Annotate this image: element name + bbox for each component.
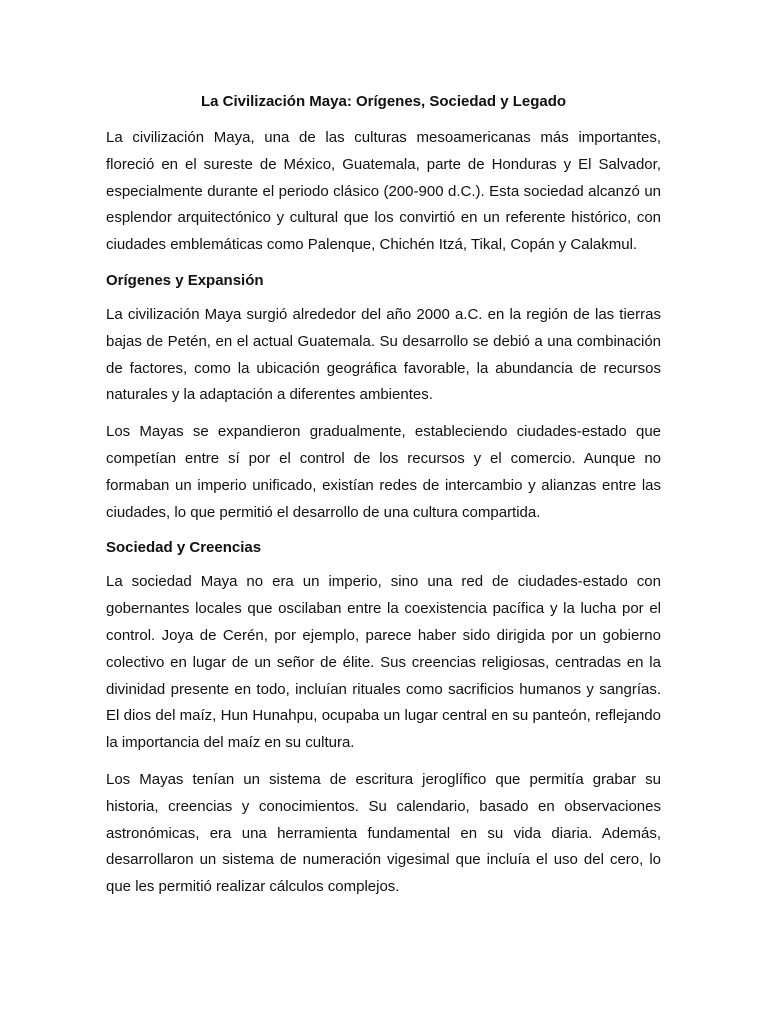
section-heading-sociedad: Sociedad y Creencias <box>106 539 262 557</box>
intro-paragraph: La civilización Maya, una de las culturas mesoamericanas más importantes, floreció en el sureste de México, Guatemala, parte de Honduras y El Salvador, especialmente durante el periodo clásico (200-900 d.C.). Esta sociedad alcanzó un esplendor arquitectónico y cultural que los convirtió en un referente histórico, con ciudades emblemáticas como Palenque, Chichén Itzá, Tikal, Copán y Calakmul. <box>106 129 661 254</box>
origenes-paragraph-1: La civilización Maya surgió alrededor del año 2000 a.C. en la región de las tierras bajas de Petén, en el actual Guatemala. Su desarrollo se debió a una combinación de factores, como la ubicación geográfica favorable, la abundancia de recursos naturales y la adaptación a diferentes ambientes. <box>106 305 661 404</box>
sociedad-paragraph-1: La sociedad Maya no era un imperio, sino una red de ciudades-estado con gobernantes locales que oscilaban entre la coexistencia pacífica y la lucha por el control. Joya de Cerén, por ejemplo, parece haber sido dirigida por un gobierno colectivo en lugar de un señor de élite. Sus creencias religiosas, centradas en la divinidad presente en todo, incluían rituales como sacrificios humanos y sangrías. El dios del maíz, Hun Hunahpu, ocupaba un lugar central en su panteón, reflejando la importancia del maíz en su cultura. <box>106 573 661 752</box>
document-title: La Civilización Maya: Orígenes, Sociedad y Legado <box>200 93 567 110</box>
section-heading-origenes: Orígenes y Expansión <box>106 271 264 289</box>
sociedad-paragraph-2: Los Mayas tenían un sistema de escritura jeroglífico que permitía grabar su historia, creencias y conocimientos. Su calendario, basado en observaciones astronómicas, era una herramienta fundamental en su vida diaria. Además, desarrollaron un sistema de numeración vigesimal que incluía el uso del cero, lo que les permitió realizar cálculos complejos. <box>106 770 661 896</box>
origenes-paragraph-2: Los Mayas se expandieron gradualmente, estableciendo ciudades-estado que competían entre sí por el control de los recursos y el comercio. Aunque no formaban un imperio unificado, existían redes de intercambio y alianzas entre las ciudades, lo que permitió el desarrollo de una cultura compartida. <box>106 423 661 521</box>
document-page <box>106 90 661 911</box>
